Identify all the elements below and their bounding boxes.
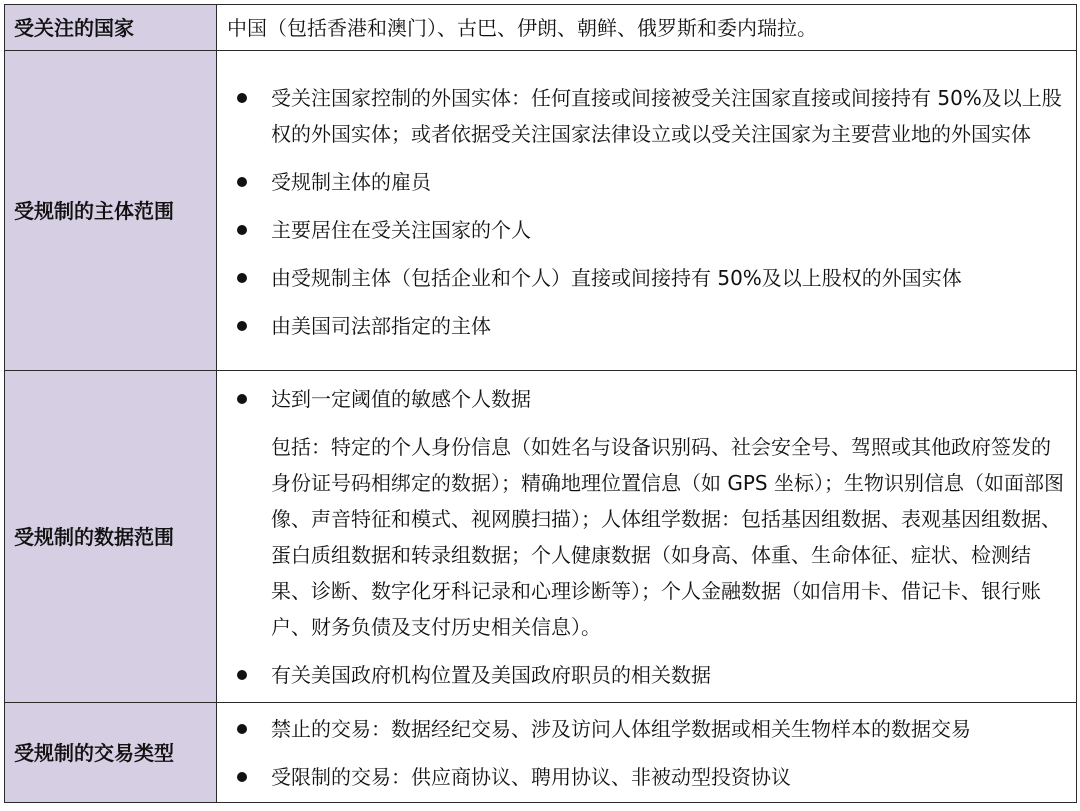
- list-item: 主要居住在受关注国家的个人: [227, 212, 1066, 248]
- list-item: 由美国司法部指定的主体: [227, 308, 1066, 344]
- spacer: [227, 417, 1066, 429]
- list-item: 受关注国家控制的外国实体：任何直接或间接被受关注国家直接或间接持有 50%及以上股权的外国实体；或者依据受关注国家法律设立或以受关注国家为主要营业地的外国实体: [227, 80, 1066, 152]
- regulation-table: [4, 4, 1077, 803]
- list-item: 有关美国政府机构位置及美国政府职员的相关数据: [227, 657, 1066, 693]
- transactions-list: [227, 711, 1066, 795]
- data-scope-list: [227, 381, 1066, 417]
- list-item: 受规制主体的雇员: [227, 164, 1066, 200]
- subjects-cell: [217, 51, 1077, 371]
- list-item: 达到一定阈值的敏感个人数据: [227, 381, 1066, 417]
- spacer: [227, 248, 1066, 260]
- row-header-transactions: 受规制的交易类型: [5, 703, 217, 803]
- spacer: [227, 152, 1066, 164]
- transactions-cell: [217, 703, 1077, 803]
- list-item: 受限制的交易：供应商协议、聘用协议、非被动型投资协议: [227, 759, 1066, 795]
- row-countries: [5, 5, 1077, 51]
- countries-value: 中国（包括香港和澳门）、古巴、伊朗、朝鲜、俄罗斯和委内瑞拉。: [227, 15, 817, 40]
- spacer: [227, 747, 1066, 759]
- row-subjects: [5, 51, 1077, 371]
- row-data-scope: [5, 371, 1077, 703]
- list-item: 禁止的交易：数据经纪交易、涉及访问人体组学数据或相关生物样本的数据交易: [227, 711, 1066, 747]
- subjects-list: [227, 80, 1066, 344]
- row-header-subjects: 受规制的主体范围: [5, 51, 217, 371]
- countries-text: [217, 5, 1077, 51]
- row-header-data-scope: 受规制的数据范围: [5, 371, 217, 703]
- spacer: [227, 296, 1066, 308]
- row-transactions: [5, 703, 1077, 803]
- data-scope-cell: [217, 371, 1077, 703]
- data-scope-detail: 包括：特定的个人身份信息（如姓名与设备识别码、社会安全号、驾照或其他政府签发的身份证号码相绑定的数据）；精确地理位置信息（如 GPS 坐标）；生物识别信息（如面部图像、声音特征和模式、视网膜扫描）；人体组学数据：包括基因组数据、表观基因组数据、蛋白质组数据和转录组数据；个人健康数据（如身高、体重、生命体征、症状、检测结果、诊断、数字化牙科记录和心理诊断等）；个人金融数据（如信用卡、借记卡、银行账户、财务负债及支付历史相关信息）。: [271, 434, 1064, 639]
- spacer: [227, 200, 1066, 212]
- list-item: 由受规制主体（包括企业和个人）直接或间接持有 50%及以上股权的外国实体: [227, 260, 1066, 296]
- data-scope-list-2: [227, 657, 1066, 693]
- row-header-countries: 受关注的国家: [5, 5, 217, 51]
- spacer: [227, 645, 1066, 657]
